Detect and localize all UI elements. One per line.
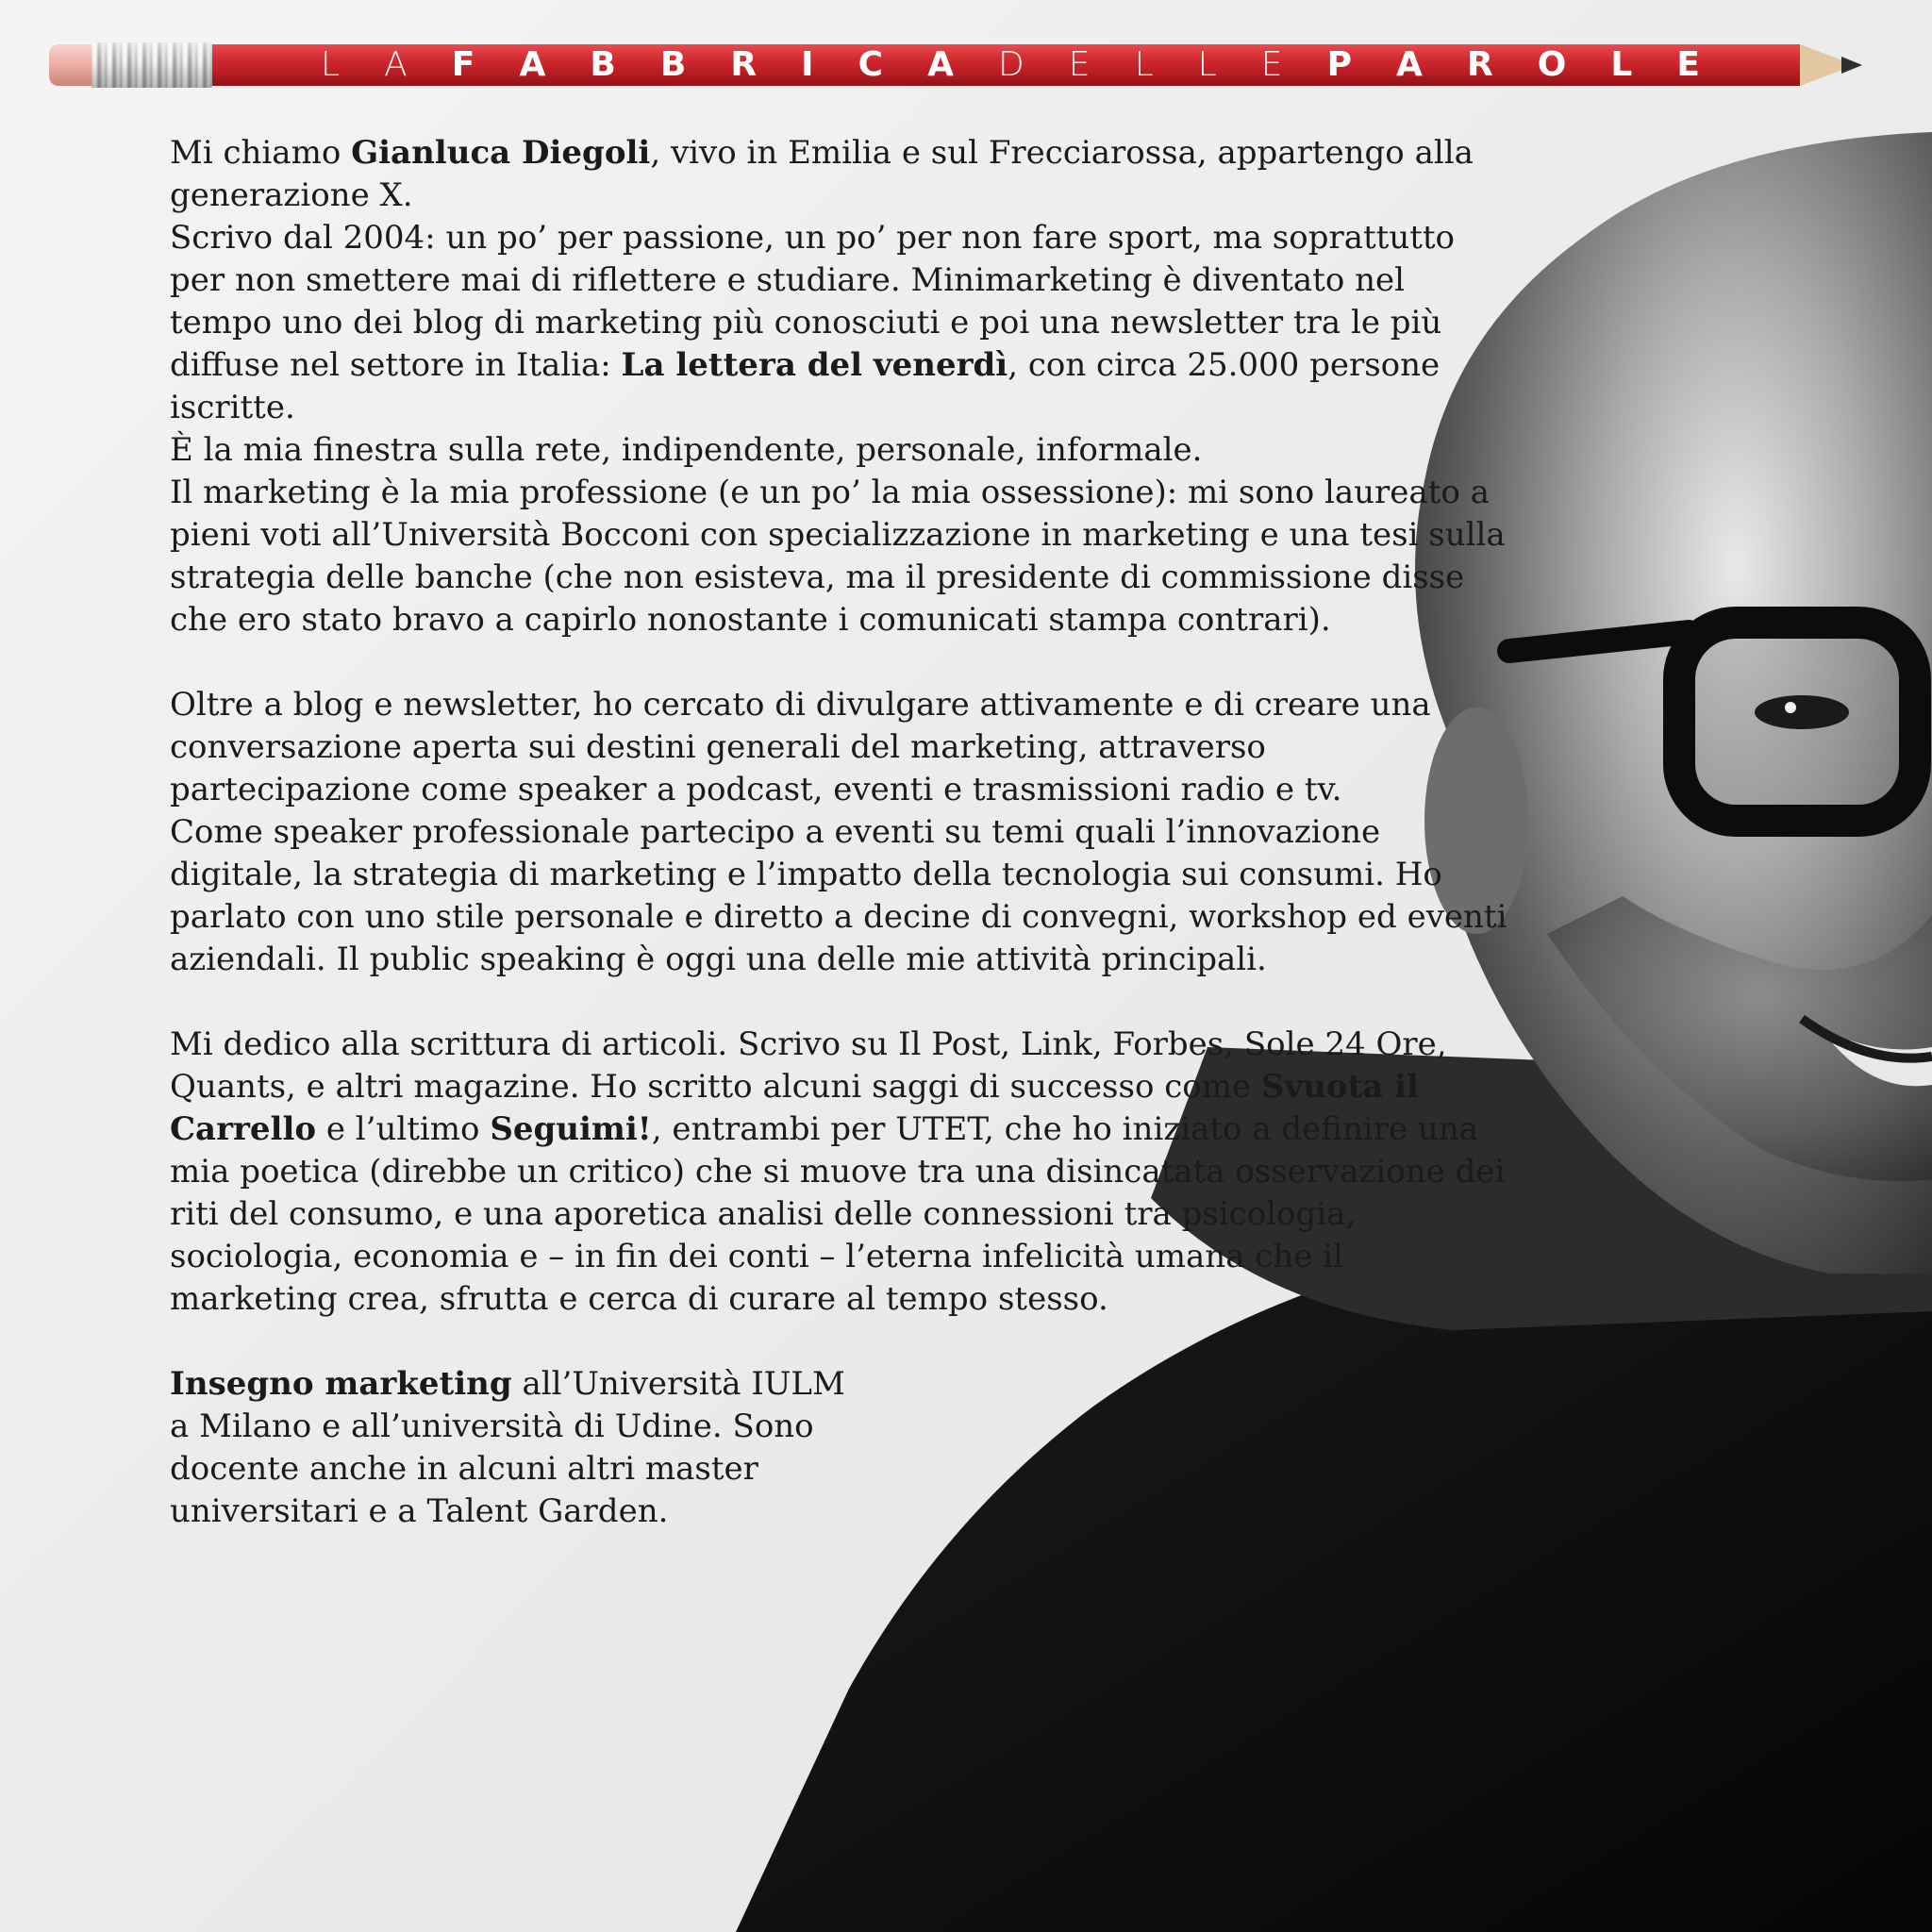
paragraph-gap: [170, 981, 1509, 1024]
brand-letter: C: [858, 45, 884, 84]
book-title-seguimi: Seguimi!: [490, 1110, 652, 1148]
brand-letter: D: [997, 45, 1024, 84]
newsletter-name: La lettera del venerdì: [621, 346, 1008, 384]
bio-paragraph-divulgation: Oltre a blog e newsletter, ho cercato di divulgare attivamente e di creare una conversazione aperta sui destini generali del marketing, attraverso partecipazione come speaker a podcast, eventi e trasmissioni radio e tv.: [170, 686, 1431, 808]
author-name: Gianluca Diegoli: [351, 134, 651, 172]
brand-letter: L: [1197, 45, 1217, 84]
brand-letter: B: [590, 45, 616, 84]
pencil-banner: [49, 42, 1860, 90]
brand-letter: P: [1326, 45, 1352, 84]
brand-letter: A: [384, 45, 408, 84]
brand-letter: B: [659, 45, 687, 84]
book-title-svuota: Svuota il Carrello: [170, 1068, 1420, 1148]
biography-text: [170, 132, 1509, 1533]
brand-letter: R: [1466, 45, 1493, 84]
pencil-tip-lead: [1841, 57, 1862, 74]
pencil-ferrule: [92, 42, 212, 88]
brand-letter: E: [1676, 45, 1700, 84]
bio-paragraph-intro: Mi chiamo Gianluca Diegoli, vivo in Emilia e sul Frecciarossa, appartengo alla generazione X.: [170, 134, 1474, 214]
brand-letter: O: [1537, 45, 1567, 84]
brand-letter: R: [730, 45, 758, 84]
brand-title: [321, 42, 1700, 88]
bio-paragraph-window: È la mia finestra sulla rete, indipendente, personale, informale.: [170, 431, 1203, 469]
bio-paragraph-writing: Scrivo dal 2004: un po’ per passione, un po’ per non fare sport, ma soprattutto per non smettere mai di riflettere e studiare. Minimarketing è diventato nel tempo uno dei blog di marketing più conosciuti e poi una newsletter tra le più diffuse nel settore in Italia: La lettera del venerdì, con circa 25.000 persone iscritte.: [170, 219, 1456, 426]
brand-letter: A: [519, 45, 546, 84]
brand-letter: A: [1396, 45, 1423, 84]
brand-letter: F: [451, 45, 475, 84]
brand-letter: L: [321, 45, 341, 84]
bio-paragraph-speaking: Come speaker professionale partecipo a eventi su temi quali l’innovazione digitale, la strategia di marketing e l’impatto della tecnologia sui consumi. Ho parlato con uno stile personale e diretto a decine di convegni, workshop ed eventi aziendali. Il public speaking è oggi una delle mie attività principali.: [170, 813, 1507, 978]
brand-letter: L: [1134, 45, 1154, 84]
teaching-label: Insegno marketing: [170, 1365, 512, 1403]
paragraph-gap: [170, 641, 1509, 684]
brand-letter: I: [801, 45, 814, 84]
bio-paragraph-books: Mi dedico alla scrittura di articoli. Scrivo su Il Post, Link, Forbes, Sole 24 Ore, Quants, e altri magazine. Ho scritto alcuni saggi di successo come Svuota il Carrello e l’ultimo Seguimi!, entrambi per UTET, che ho iniziato a definire una mia poetica (direbbe un critico) che si muove tra una disincatata osservazione dei riti del consumo, e una aporetica analisi delle connessioni tra psicologia, sociologia, economia e – in fin dei conti – l’eterna infelicità umana che il marketing crea, sfrutta e cerca di curare al tempo stesso.: [170, 1025, 1506, 1318]
bio-paragraph-education: Il marketing è la mia professione (e un po’ la mia ossessione): mi sono laureato a pieni voti all’Università Bocconi con specializzazione in marketing e una tesi sulla strategia delle banche (che non esisteva, ma il presidente di commissione disse che ero stato bravo a capirlo nonostante i comunicati stampa contrari).: [170, 474, 1506, 639]
eye-shape: [1755, 695, 1849, 729]
paragraph-gap: [170, 1321, 1509, 1363]
pencil-eraser: [49, 44, 92, 86]
brand-letter: A: [927, 45, 954, 84]
bio-paragraph-teaching: Insegno marketing all’Università IULM a Milano e all’università di Udine. Sono docente anche in alcuni altri master universitari e a Talent Garden.: [170, 1365, 845, 1530]
brand-letter: L: [1610, 45, 1633, 84]
brand-letter: E: [1260, 45, 1283, 84]
brand-letter: E: [1068, 45, 1091, 84]
